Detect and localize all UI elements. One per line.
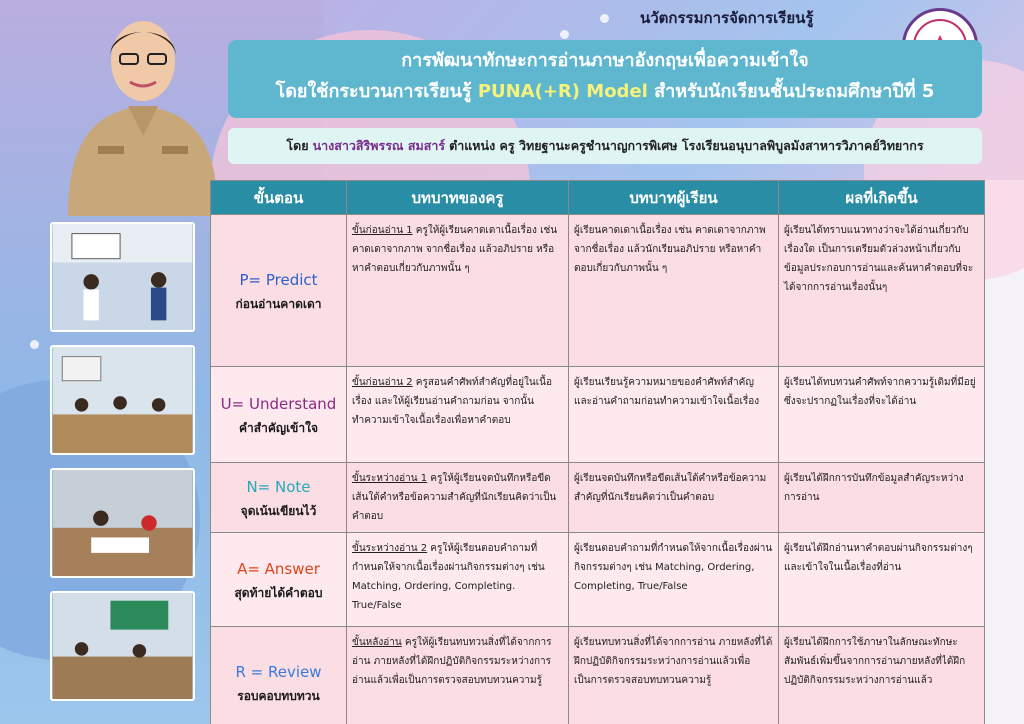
step-thai: คำสำคัญเข้าใจ xyxy=(238,420,318,435)
classroom-photo xyxy=(50,222,195,332)
puna-steps-table xyxy=(210,180,985,724)
student-cell: ผู้เรียนจดบันทึกหรือขีดเส้นใต้คำหรือข้อความสำคัญที่นักเรียนคิดว่าเป็นคำตอบ xyxy=(569,463,779,533)
title-line-2 xyxy=(238,76,972,108)
decor-dot xyxy=(600,14,609,23)
model-name: PUNA(+R) Model xyxy=(477,81,648,102)
step-thai: จุดเน้นเขียนไว้ xyxy=(240,503,317,518)
step-cell xyxy=(211,367,347,463)
step-thai: ก่อนอ่านคาดเดา xyxy=(235,296,322,311)
step-code: U= Understand xyxy=(220,394,337,413)
step-code: A= Answer xyxy=(237,559,320,578)
step-cell xyxy=(211,627,347,724)
student-cell: ผู้เรียนทบทวนสิ่งที่ได้จากการอ่าน ภายหลังที่ได้ฝึกปฏิบัติกิจกรรมระหว่างการอ่านแล้วเพื่อเป็นการตรวจสอบทบทวนความรู้ xyxy=(569,627,779,724)
table-row xyxy=(211,463,985,533)
teacher-cell xyxy=(347,463,569,533)
teacher-cell xyxy=(347,627,569,724)
teacher-text: ครูให้ผู้เรียนตอบคำถามที่กำหนดให้จากเนื้อเรื่องผ่านกิจกรรมต่างๆ เช่น Matching, Ordering, Completing. True/False xyxy=(352,543,545,611)
author-byline xyxy=(228,128,982,164)
outcome-cell: ผู้เรียนได้ทบทวนคำศัพท์จากความรู้เดิมที่มีอยู่ ซึ่งจะปรากฏในเรื่องที่จะได้อ่าน xyxy=(779,367,985,463)
decor-dot xyxy=(560,30,569,39)
teacher-phase: ขั้นหลังอ่าน xyxy=(352,637,402,648)
step-thai: สุดท้ายได้คำตอบ xyxy=(234,585,323,600)
outcome-cell: ผู้เรียนได้ฝึกการใช้ภาษาในลักษณะทักษะสัมพันธ์เพิ่มขึ้นจากการอ่านภายหลังที่ได้ฝึกปฏิบัติกิจกรรมระหว่างการอ่านแล้ว xyxy=(779,627,985,724)
title-prefix: โดยใช้กระบวนการเรียนรู้ xyxy=(275,81,478,102)
title-line-1: การพัฒนาทักษะการอ่านภาษาอังกฤษเพื่อความเข้าใจ xyxy=(401,50,809,71)
classroom-photo xyxy=(50,468,195,578)
step-cell xyxy=(211,533,347,627)
teacher-text: ครูให้ผู้เรียนทบทวนสิ่งที่ได้จากการอ่าน ภายหลังที่ได้ฝึกปฏิบัติกิจกรรมระหว่างการอ่านแล้วเพื่อเป็นการตรวจสอบทบทวนความรู้ xyxy=(352,637,552,686)
step-code: N= Note xyxy=(246,477,311,496)
table-row xyxy=(211,215,985,367)
activity-photos xyxy=(50,222,195,714)
teacher-cell xyxy=(347,533,569,627)
title-banner xyxy=(228,40,982,118)
step-cell xyxy=(211,463,347,533)
header-step: ขั้นตอน xyxy=(211,181,347,215)
table-row xyxy=(211,533,985,627)
outcome-cell: ผู้เรียนได้ทราบแนวทางว่าจะได้อ่านเกี่ยวกับเรื่องใด เป็นการเตรียมตัวล่วงหน้าเกี่ยวกับข้อมูลประกอบการอ่านและค้นหาคำตอบที่จะได้จากการอ่านเรื่องนั้นๆ xyxy=(779,215,985,367)
teacher-phase: ขั้นระหว่างอ่าน 1 xyxy=(352,473,428,484)
step-thai: รอบคอบทบทวน xyxy=(237,688,320,703)
outcome-cell: ผู้เรียนได้ฝึกการบันทึกข้อมูลสำคัญระหว่างการอ่าน xyxy=(779,463,985,533)
author-name: นางสาวสิริพรรณ สมสาร์ xyxy=(312,138,446,153)
teacher-cell xyxy=(347,215,569,367)
step-code: P= Predict xyxy=(239,270,318,289)
title-suffix: สำหรับนักเรียนชั้นประถมศึกษาปีที่ 5 xyxy=(647,81,935,102)
teacher-phase: ขั้นก่อนอ่าน 1 xyxy=(352,225,413,236)
byline-prefix: โดย xyxy=(286,138,309,153)
teacher-portrait xyxy=(58,6,228,216)
outcome-cell: ผู้เรียนได้ฝึกอ่านหาคำตอบผ่านกิจกรรมต่างๆ และเข้าใจในเนื้อเรื่องที่อ่าน xyxy=(779,533,985,627)
teacher-text: ครูให้ผู้เรียนจดบันทึกหรือขีดเส้นใต้คำหรือข้อความสำคัญที่นักเรียนคิดว่าเป็นคำตอบ xyxy=(352,473,557,522)
innovation-label: นวัตกรรมการจัดการเรียนรู้ xyxy=(640,9,814,27)
student-cell: ผู้เรียนเรียนรู้ความหมายของคำศัพท์สำคัญ และอ่านคำถามก่อนทำความเข้าใจเนื้อเรื่อง xyxy=(569,367,779,463)
author-details: ตำแหน่ง ครู วิทยฐานะครูชำนาญการพิเศษ โรงเรียนอนุบาลพิบูลมังสาหารวิภาคย์วิทยากร xyxy=(449,138,924,153)
step-code: R = Review xyxy=(235,662,322,681)
teacher-text: ครูให้ผู้เรียนคาดเดาเนื้อเรื่อง เช่น คาดเดาจากภาพ จากชื่อเรื่อง แล้วอภิปราย หรือหาคำตอบเกี่ยวกับภาพนั้น ๆ xyxy=(352,225,558,274)
classroom-photo xyxy=(50,591,195,701)
teacher-cell xyxy=(347,367,569,463)
decor-dot xyxy=(30,340,39,349)
classroom-photo xyxy=(50,345,195,455)
teacher-phase: ขั้นก่อนอ่าน 2 xyxy=(352,377,413,388)
table-header-row xyxy=(211,181,985,215)
teacher-text: ครูสอนคำศัพท์สำคัญที่อยู่ในเนื้อเรื่อง และให้ผู้เรียนอ่านคำถามก่อน จากนั้นทำความเข้าใจเนื้อเรื่องเพื่อหาคำตอบ xyxy=(352,377,552,426)
step-cell xyxy=(211,215,347,367)
header-teacher-role: บทบาทของครู xyxy=(347,181,569,215)
table-row xyxy=(211,367,985,463)
student-cell: ผู้เรียนตอบคำถามที่กำหนดให้จากเนื้อเรื่องผ่านกิจกรรมต่างๆ เช่น Matching, Ordering, Completing, True/False xyxy=(569,533,779,627)
header-student-role: บทบาทผู้เรียน xyxy=(569,181,779,215)
table-row xyxy=(211,627,985,724)
student-cell: ผู้เรียนคาดเดาเนื้อเรื่อง เช่น คาดเดาจากภาพ จากชื่อเรื่อง แล้วนักเรียนอภิปราย หรือหาคำตอบเกี่ยวกับภาพนั้น ๆ xyxy=(569,215,779,367)
teacher-phase: ขั้นระหว่างอ่าน 2 xyxy=(352,543,428,554)
header-outcome: ผลที่เกิดขึ้น xyxy=(779,181,985,215)
